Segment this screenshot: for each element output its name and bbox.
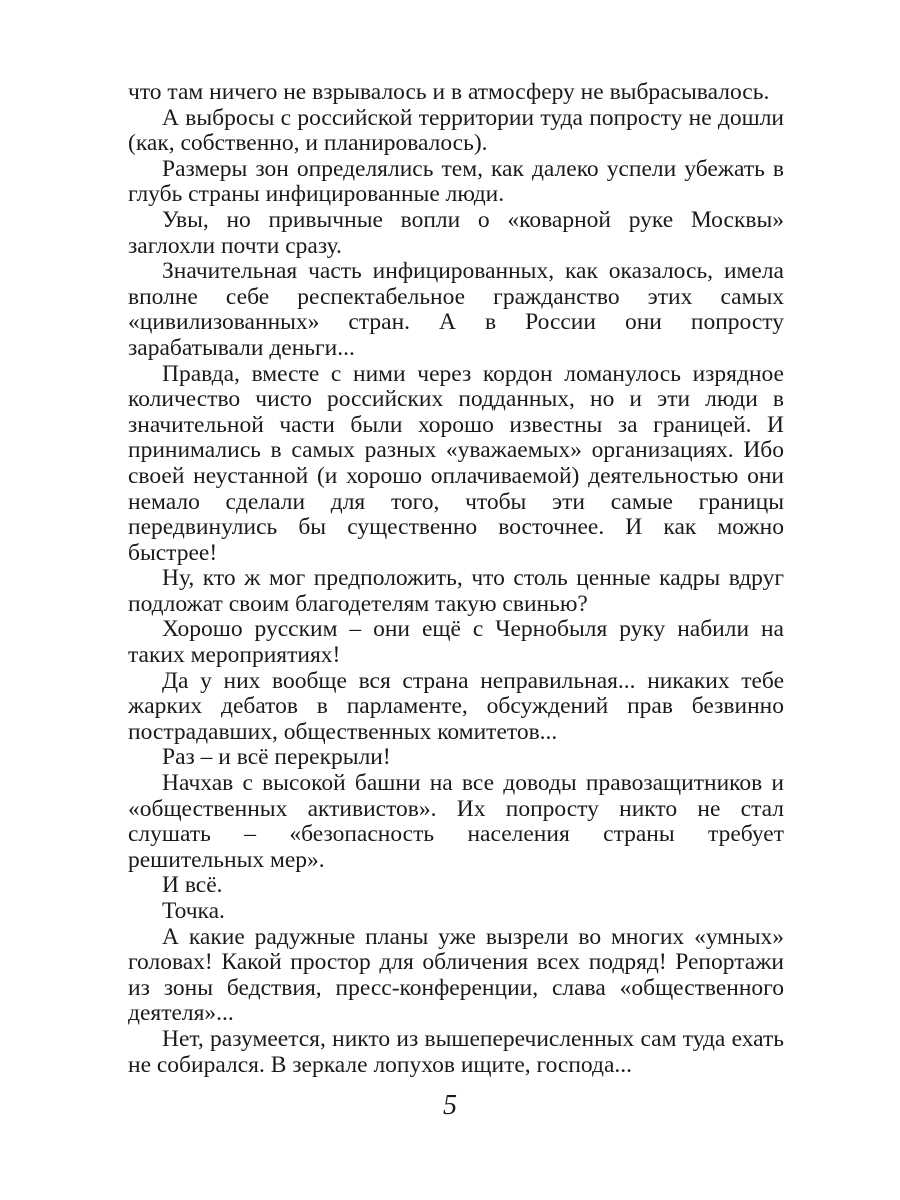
paragraph-4: Увы, но привычные вопли о «коварной руке Москвы» заглохли почти сразу. — [128, 206, 784, 259]
paragraph-1: что там ничего не взрывалось и в атмосферу не выбрасывалось. — [128, 79, 770, 105]
paragraph-12: И всё. — [162, 872, 223, 899]
paragraph-8: Хорошо русским – они ещё с Чернобыля руку набили на таких мероприятиях! — [128, 616, 784, 669]
body-text — [128, 80, 784, 1078]
paragraph-13: Точка. — [162, 898, 225, 924]
paragraph-5: Значительная часть инфицированных, как оказалось, имела вполне себе респектабельное гражданство этих самых «цивилизованных» стран. А в России они попросту зарабатывали деньги... — [128, 258, 784, 361]
paragraph-2: А выбросы с российской территории туда попросту не дошли (как, собственно, и планировалось). — [128, 104, 784, 157]
paragraph-10: Раз – и всё перекрыли! — [162, 744, 391, 771]
paragraph-3: Размеры зон определялись тем, как далеко успели убежать в глубь страны инфицированные люди. — [128, 155, 784, 208]
paragraph-11: Начхав с высокой башни на все доводы правозащитников и «общественных активистов». Их попросту никто не стал слушать – «безопасность населения страны требует решительных мер». — [128, 770, 784, 873]
paragraph-14: А какие радужные планы уже вызрели во многих «умных» головах! Какой простор для обличения всех подряд! Репортажи из зоны бедствия, пресс-конференции, слава «общественного деятеля»... — [128, 923, 784, 1027]
page-number: 5 — [443, 1090, 457, 1121]
paragraph-15: Нет, разумеется, никто из вышеперечисленных сам туда ехать не собирался. В зеркале лопухов ищите, господа... — [128, 1025, 784, 1078]
paragraph-9: Да у них вообще вся страна неправильная... никаких тебе жарких дебатов в парламенте, обсуждений прав безвинно пострадавших, общественных комитетов... — [128, 667, 784, 745]
paragraph-6: Правда, вместе с ними через кордон ломанулось изрядное количество чисто российских подданных, но и эти люди в значительной части были хорошо известны за границей. И принимались в самых разных «уважаемых» организациях. Ибо своей неустанной (и хорошо оплачиваемой) деятельностью они немало сделали для того, чтобы эти самые границы передвинулись бы существенно восточнее. И как можно быстрее! — [128, 360, 784, 566]
paragraph-7: Ну, кто ж мог предположить, что столь ценные кадры вдруг подложат своим благодетелям такую свинью? — [128, 565, 784, 617]
